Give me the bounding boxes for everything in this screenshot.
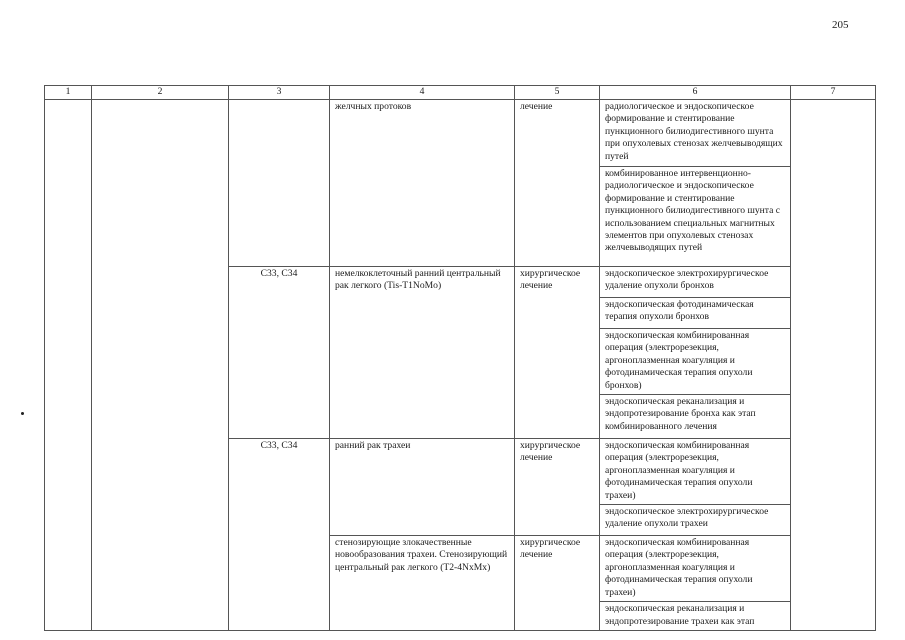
codes-cell (229, 100, 330, 267)
stray-dot (21, 412, 24, 415)
col-7-cell (791, 100, 876, 631)
table-row (45, 100, 876, 167)
method-cell: эндоскопическая фотодинамическая терапия опухоли бронхов (600, 298, 791, 329)
diagnosis-cell: немелкоклеточный ранний центральный рак легкого (Tis-T1NoMo) (330, 267, 515, 439)
method-cell: радиологическое и эндоскопическое формирование и стентирование пункционного билиодигестивного шунта при опухолевых стенозах желчевыводящих путей (600, 100, 791, 167)
header-row (45, 86, 876, 100)
header-col-7: 7 (791, 86, 876, 100)
diagnosis-cell: желчных протоков (330, 100, 515, 267)
col-2-cell (92, 100, 229, 631)
method-cell: эндоскопическая комбинированная операция (электрорезекция, аргоноплазменная коагуляция и фотодинамическая терапия опухоли трахеи) (600, 536, 791, 602)
treatment-cell: лечение (515, 100, 600, 267)
method-cell: комбинированное интервенционно-радиологическое и эндоскопическое формирование и стентирование пункционного билиодигестивного шунта с использованием специальных магнитных элементов при опухолевых стенозах желчевыводящих путей (600, 167, 791, 267)
method-cell: эндоскопическая реканализация и эндопротезирование бронха как этап комбинированного лечения (600, 395, 791, 439)
method-cell: эндоскопическая комбинированная операция (электрорезекция, аргоноплазменная коагуляция и фотодинамическая терапия опухоли бронхов) (600, 329, 791, 395)
treatment-cell: хирургическое лечение (515, 536, 600, 631)
method-cell: эндоскопическое электрохирургическое удаление опухоли бронхов (600, 267, 791, 298)
header-col-3: 3 (229, 86, 330, 100)
codes-cell: C33, C34 (229, 439, 330, 631)
method-cell: эндоскопическая комбинированная операция (электрорезекция, аргоноплазменная коагуляция и фотодинамическая терапия опухоли трахеи) (600, 439, 791, 505)
page-number: 205 (832, 19, 849, 31)
diagnosis-cell: ранний рак трахеи (330, 439, 515, 536)
header-col-5: 5 (515, 86, 600, 100)
header-col-6: 6 (600, 86, 791, 100)
col-1-cell (45, 100, 92, 631)
diagnosis-cell: стенозирующие злокачественные новообразования трахеи. Стенозирующий центральный рак легкого (T2-4NxMx) (330, 536, 515, 631)
codes-cell: C33, C34 (229, 267, 330, 439)
method-cell: эндоскопическое электрохирургическое удаление опухоли трахеи (600, 505, 791, 536)
treatment-cell: хирургическое лечение (515, 267, 600, 439)
header-col-2: 2 (92, 86, 229, 100)
method-cell: эндоскопическая реканализация и эндопротезирование трахеи как этап (600, 602, 791, 631)
medical-procedures-table (44, 85, 876, 631)
header-col-4: 4 (330, 86, 515, 100)
treatment-cell: хирургическое лечение (515, 439, 600, 536)
header-col-1: 1 (45, 86, 92, 100)
